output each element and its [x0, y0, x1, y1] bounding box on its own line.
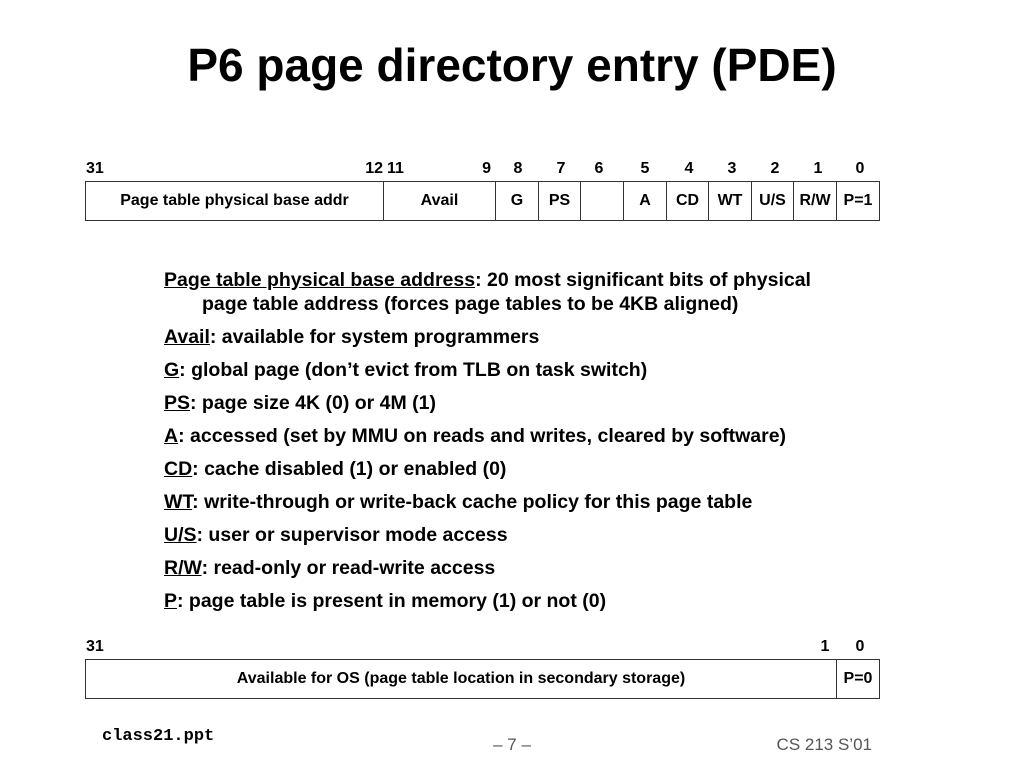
description-item	[164, 490, 944, 514]
pde-present-register	[85, 181, 880, 221]
description-item	[164, 589, 944, 613]
field-bit6-empty	[581, 182, 624, 221]
bit-number: 5	[640, 160, 650, 177]
bit-number: 8	[513, 160, 523, 177]
field-p0: P=0	[837, 660, 880, 699]
field-wt: WT	[709, 182, 752, 221]
pde-present-bit-numbers	[0, 160, 900, 180]
footer-page-number: – 7 –	[493, 735, 531, 754]
bit-number: 1	[820, 638, 830, 655]
description-term: U/S	[164, 524, 197, 546]
bit-number: 2	[770, 160, 780, 177]
field-avail: Avail	[384, 182, 496, 221]
description-item	[164, 424, 944, 448]
footer-filename: class21.ppt	[102, 727, 215, 746]
description-text: : user or supervisor mode access	[196, 524, 508, 546]
description-item	[164, 358, 944, 382]
bit-number: 6	[594, 160, 604, 177]
slide-title: P6 page directory entry (PDE)	[187, 39, 837, 91]
description-text: : 20 most significant bits of physical	[475, 269, 811, 291]
field-description-list	[164, 268, 944, 622]
description-item	[164, 556, 944, 580]
description-text: : read-only or read-write access	[201, 557, 496, 579]
pde-absent-bit-numbers	[0, 638, 900, 658]
description-term: PS	[164, 392, 191, 414]
description-text-continued: page table address (forces page tables to be 4KB aligned)	[202, 293, 739, 315]
description-text: : page size 4K (0) or 4M (1)	[190, 392, 436, 414]
description-term: R/W	[164, 557, 202, 579]
bit-number: 11	[387, 160, 404, 177]
description-term: Avail	[164, 326, 210, 348]
bit-number: 0	[855, 638, 865, 655]
description-term: A	[164, 425, 179, 447]
bit-number: 12	[365, 160, 383, 177]
field-page-table-base: Page table physical base addr	[86, 182, 384, 221]
field-g: G	[496, 182, 539, 221]
field-available-for-os: Available for OS (page table location in secondary storage)	[86, 660, 837, 699]
description-text: : global page (don’t evict from TLB on task switch)	[179, 359, 648, 381]
description-text: : available for system programmers	[209, 326, 540, 348]
description-item	[164, 523, 944, 547]
description-text: : cache disabled (1) or enabled (0)	[192, 458, 507, 480]
pde-absent-register	[85, 659, 880, 699]
description-item	[164, 391, 944, 415]
description-term: Page table physical base address	[164, 269, 476, 291]
field-cd: CD	[667, 182, 709, 221]
bit-number: 0	[855, 160, 865, 177]
bit-number: 9	[482, 160, 491, 177]
description-text: : accessed (set by MMU on reads and writes, cleared by software)	[178, 425, 787, 447]
description-item	[164, 268, 944, 316]
description-term: P	[164, 590, 178, 612]
description-term: G	[164, 359, 180, 381]
bit-number: 3	[727, 160, 737, 177]
description-item	[164, 325, 944, 349]
bit-number: 4	[684, 160, 694, 177]
field-p1: P=1	[837, 182, 880, 221]
description-text: : page table is present in memory (1) or not (0)	[177, 590, 607, 612]
description-term: CD	[164, 458, 193, 480]
bit-number: 7	[556, 160, 566, 177]
footer-course: CS 213 S’01	[776, 735, 872, 754]
field-a: A	[624, 182, 667, 221]
description-item	[164, 457, 944, 481]
bit-number: 31	[86, 160, 104, 177]
bit-number: 1	[813, 160, 823, 177]
description-text: : write-through or write-back cache policy for this page table	[192, 491, 753, 513]
description-term: WT	[164, 491, 193, 513]
field-rw: R/W	[794, 182, 837, 221]
field-us: U/S	[752, 182, 794, 221]
bit-number: 31	[86, 638, 104, 655]
field-ps: PS	[539, 182, 581, 221]
